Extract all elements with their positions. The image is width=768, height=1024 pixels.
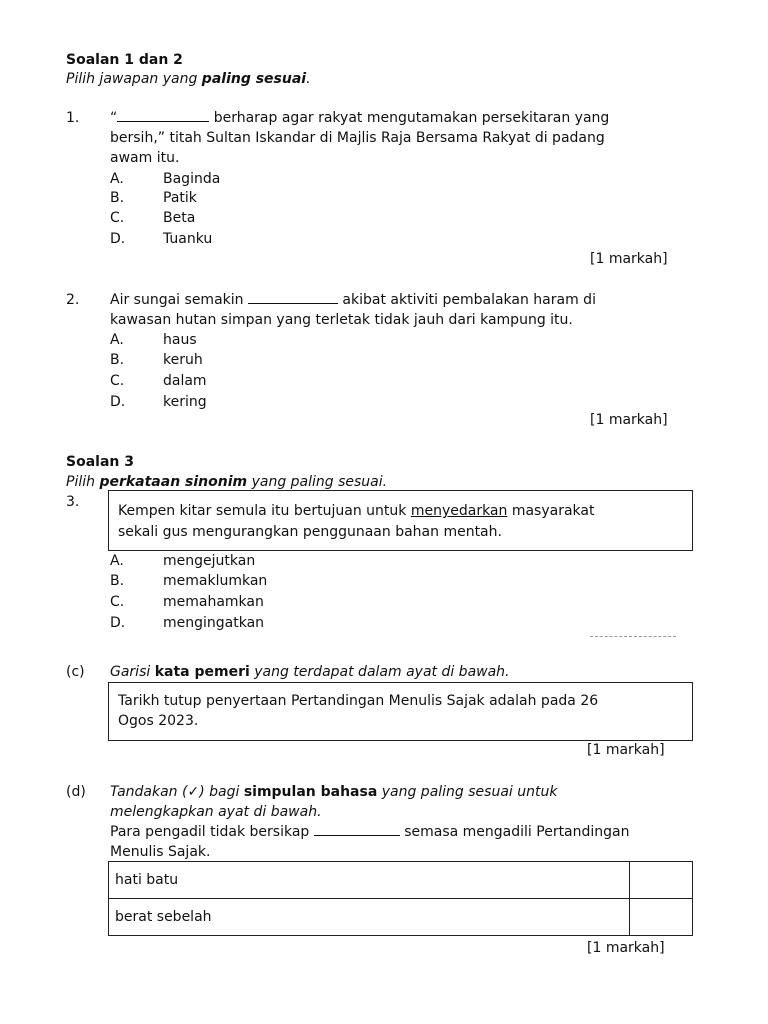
- answer-blank: [248, 303, 338, 304]
- question-1-line-1: “ berharap agar rakyat mengutamakan persekitaran yang: [110, 110, 610, 126]
- answer-blank: [117, 121, 209, 122]
- section-instruction-3: Pilih perkataan sinonim yang paling sesuai.: [66, 474, 388, 490]
- question-number: 2.: [66, 292, 80, 308]
- part-d-instruction-line-2: melengkapkan ayat di bawah.: [110, 804, 322, 820]
- option-text: memahamkan: [163, 594, 264, 610]
- part-d-sentence: Para pengadil tidak bersikap semasa mengadili Pertandingan: [110, 824, 630, 840]
- question-1-line-3: awam itu.: [110, 150, 180, 166]
- option-letter: C.: [110, 594, 125, 610]
- option-text: keruh: [163, 352, 203, 368]
- underlined-word: menyedarkan: [410, 503, 508, 519]
- option-letter: A.: [110, 171, 124, 187]
- option-letter: B.: [110, 573, 125, 589]
- option-letter: D.: [110, 231, 126, 247]
- cropped-marks-fragment: [590, 636, 676, 637]
- part-c-instruction: Garisi kata pemeri yang terdapat dalam ayat di bawah.: [110, 664, 510, 680]
- sentence-line-2: Ogos 2023.: [118, 713, 199, 729]
- part-label: (d): [66, 784, 86, 800]
- sentence-line-1: Tarikh tutup penyertaan Pertandingan Menulis Sajak adalah pada 26: [118, 693, 599, 709]
- answer-blank: [314, 835, 400, 836]
- question-1-line-2: bersih,” titah Sultan Iskandar di Majlis Raja Bersama Rakyat di padang: [110, 130, 605, 146]
- option-text: mengingatkan: [163, 615, 265, 631]
- option-text: Patik: [163, 190, 197, 206]
- tick-box[interactable]: [630, 899, 693, 936]
- option-letter: D.: [110, 615, 126, 631]
- option-text: Tuanku: [163, 231, 213, 247]
- section-instruction-1-2: Pilih jawapan yang paling sesuai.: [66, 71, 311, 87]
- question-2-line-2: kawasan hutan simpan yang terletak tidak jauh dari kampung itu.: [110, 312, 573, 328]
- option-letter: B.: [110, 190, 125, 206]
- marks-label: [1 markah]: [587, 940, 665, 956]
- marks-label: [1 markah]: [587, 742, 665, 758]
- option-text: haus: [163, 332, 197, 348]
- option-text: dalam: [163, 373, 207, 389]
- answer-table: [108, 861, 693, 936]
- sentence-box: [108, 682, 693, 741]
- answer-option: hati batu: [109, 862, 630, 899]
- option-letter: C.: [110, 373, 125, 389]
- option-letter: D.: [110, 394, 126, 410]
- option-text: mengejutkan: [163, 553, 256, 569]
- part-d-sentence-line-2: Menulis Sajak.: [110, 844, 211, 860]
- sentence-box: [108, 490, 693, 551]
- sentence-line-1: Kempen kitar semula itu bertujuan untuk menyedarkan masyarakat: [118, 503, 595, 519]
- part-d-instruction: Tandakan (✓) bagi simpulan bahasa yang paling sesuai untuk: [110, 784, 558, 800]
- tick-box[interactable]: [630, 862, 693, 899]
- option-letter: C.: [110, 210, 125, 226]
- table-row: [109, 899, 693, 936]
- answer-option: berat sebelah: [109, 899, 630, 936]
- option-letter: A.: [110, 332, 124, 348]
- option-text: memaklumkan: [163, 573, 268, 589]
- option-text: Beta: [163, 210, 196, 226]
- sentence-line-2: sekali gus mengurangkan penggunaan bahan mentah.: [118, 524, 502, 540]
- marks-label: [1 markah]: [590, 251, 668, 267]
- option-text: kering: [163, 394, 207, 410]
- part-label: (c): [66, 664, 85, 680]
- question-number: 1.: [66, 110, 80, 126]
- option-text: Baginda: [163, 171, 221, 187]
- section-heading-1-2: Soalan 1 dan 2: [66, 52, 183, 68]
- question-2-line-1: Air sungai semakin akibat aktiviti pembalakan haram di: [110, 292, 596, 308]
- table-row: [109, 862, 693, 899]
- option-letter: A.: [110, 553, 124, 569]
- option-letter: B.: [110, 352, 125, 368]
- section-heading-3: Soalan 3: [66, 454, 134, 470]
- question-number: 3.: [66, 494, 80, 510]
- marks-label: [1 markah]: [590, 412, 668, 428]
